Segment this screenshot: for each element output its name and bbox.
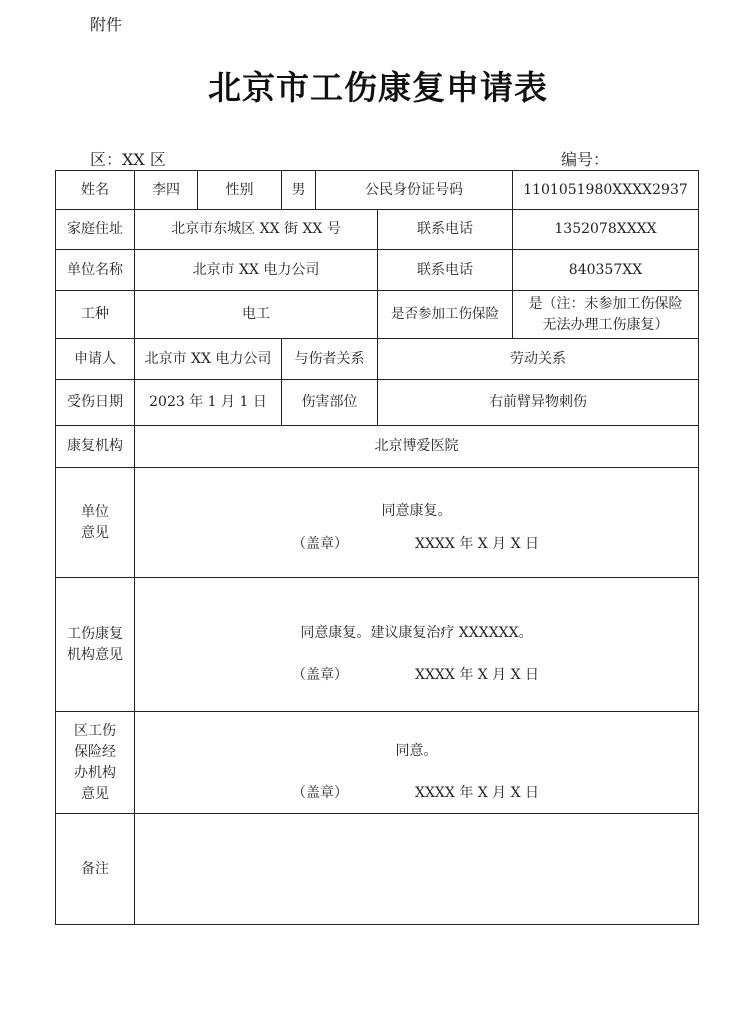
rehab-opinion-label: 工伤康复机构意见 [56,578,135,712]
attachment-label: 附件 [90,15,123,34]
id-number-label: 公民身份证号码 [316,171,513,210]
gender-value[interactable]: 男 [282,171,316,210]
rehab-opinion-cell[interactable] [135,578,699,712]
remarks-label: 备注 [56,814,135,925]
rehab-opinion-text: 同意康复。建议康复治疗 XXXXXX。 [300,625,533,641]
row-remarks [56,814,699,925]
district-label: 区：XX 区 [90,150,166,169]
row-agency-opinion [56,712,699,814]
employer-phone-label: 联系电话 [378,250,513,291]
row-address [56,210,699,250]
job-type-label: 工种 [56,291,135,339]
form-number-label: 编号： [561,150,610,169]
home-phone-value[interactable]: 1352078XXXX [513,210,699,250]
home-phone-label: 联系电话 [378,210,513,250]
injury-part-label: 伤害部位 [282,380,378,426]
address-label: 家庭住址 [56,210,135,250]
agency-opinion-text: 同意。 [395,743,438,759]
agency-seal-label: （盖章） [292,785,348,801]
unit-opinion-cell[interactable] [135,468,699,578]
row-rehab-opinion [56,578,699,712]
name-value[interactable]: 李四 [135,171,198,210]
remarks-value[interactable] [135,814,699,925]
injury-date-label: 受伤日期 [56,380,135,426]
injury-part-value[interactable]: 右前臂异物刺伤 [378,380,699,426]
unit-opinion-date: XXXX 年 X 月 X 日 [415,536,540,552]
row-job [56,291,699,339]
job-type-value[interactable]: 电工 [135,291,378,339]
agency-opinion-date: XXXX 年 X 月 X 日 [415,785,540,801]
row-injury [56,380,699,426]
agency-opinion-cell[interactable] [135,712,699,814]
id-number-value[interactable]: 1101051980XXXX2937 [513,171,699,210]
institution-value[interactable]: 北京博爱医院 [135,426,699,468]
rehab-opinion-date: XXXX 年 X 月 X 日 [415,667,540,683]
row-employer [56,250,699,291]
applicant-value[interactable]: 北京市 XX 电力公司 [135,339,282,380]
unit-opinion-label: 单位意见 [56,468,135,578]
unit-opinion-text: 同意康复。 [381,503,452,519]
application-form-table [55,170,699,925]
rehab-seal-label: （盖章） [292,667,348,683]
row-applicant [56,339,699,380]
insured-label: 是否参加工伤保险 [378,291,513,339]
insured-value[interactable]: 是（注：未参加工伤保险无法办理工伤康复） [513,291,699,339]
row-institution [56,426,699,468]
agency-opinion-label: 区工伤保险经办机构意见 [56,712,135,814]
institution-label: 康复机构 [56,426,135,468]
gender-label: 性别 [198,171,282,210]
relation-label: 与伤者关系 [282,339,378,380]
page-title: 北京市工伤康复申请表 [208,68,548,107]
applicant-label: 申请人 [56,339,135,380]
employer-phone-value[interactable]: 840357XX [513,250,699,291]
relation-value[interactable]: 劳动关系 [378,339,699,380]
unit-seal-label: （盖章） [292,536,348,552]
injury-date-value[interactable]: 2023 年 1 月 1 日 [135,380,282,426]
address-value[interactable]: 北京市东城区 XX 街 XX 号 [135,210,378,250]
row-unit-opinion [56,468,699,578]
employer-value[interactable]: 北京市 XX 电力公司 [135,250,378,291]
row-basic-info [56,171,699,210]
name-label: 姓名 [56,171,135,210]
employer-label: 单位名称 [56,250,135,291]
